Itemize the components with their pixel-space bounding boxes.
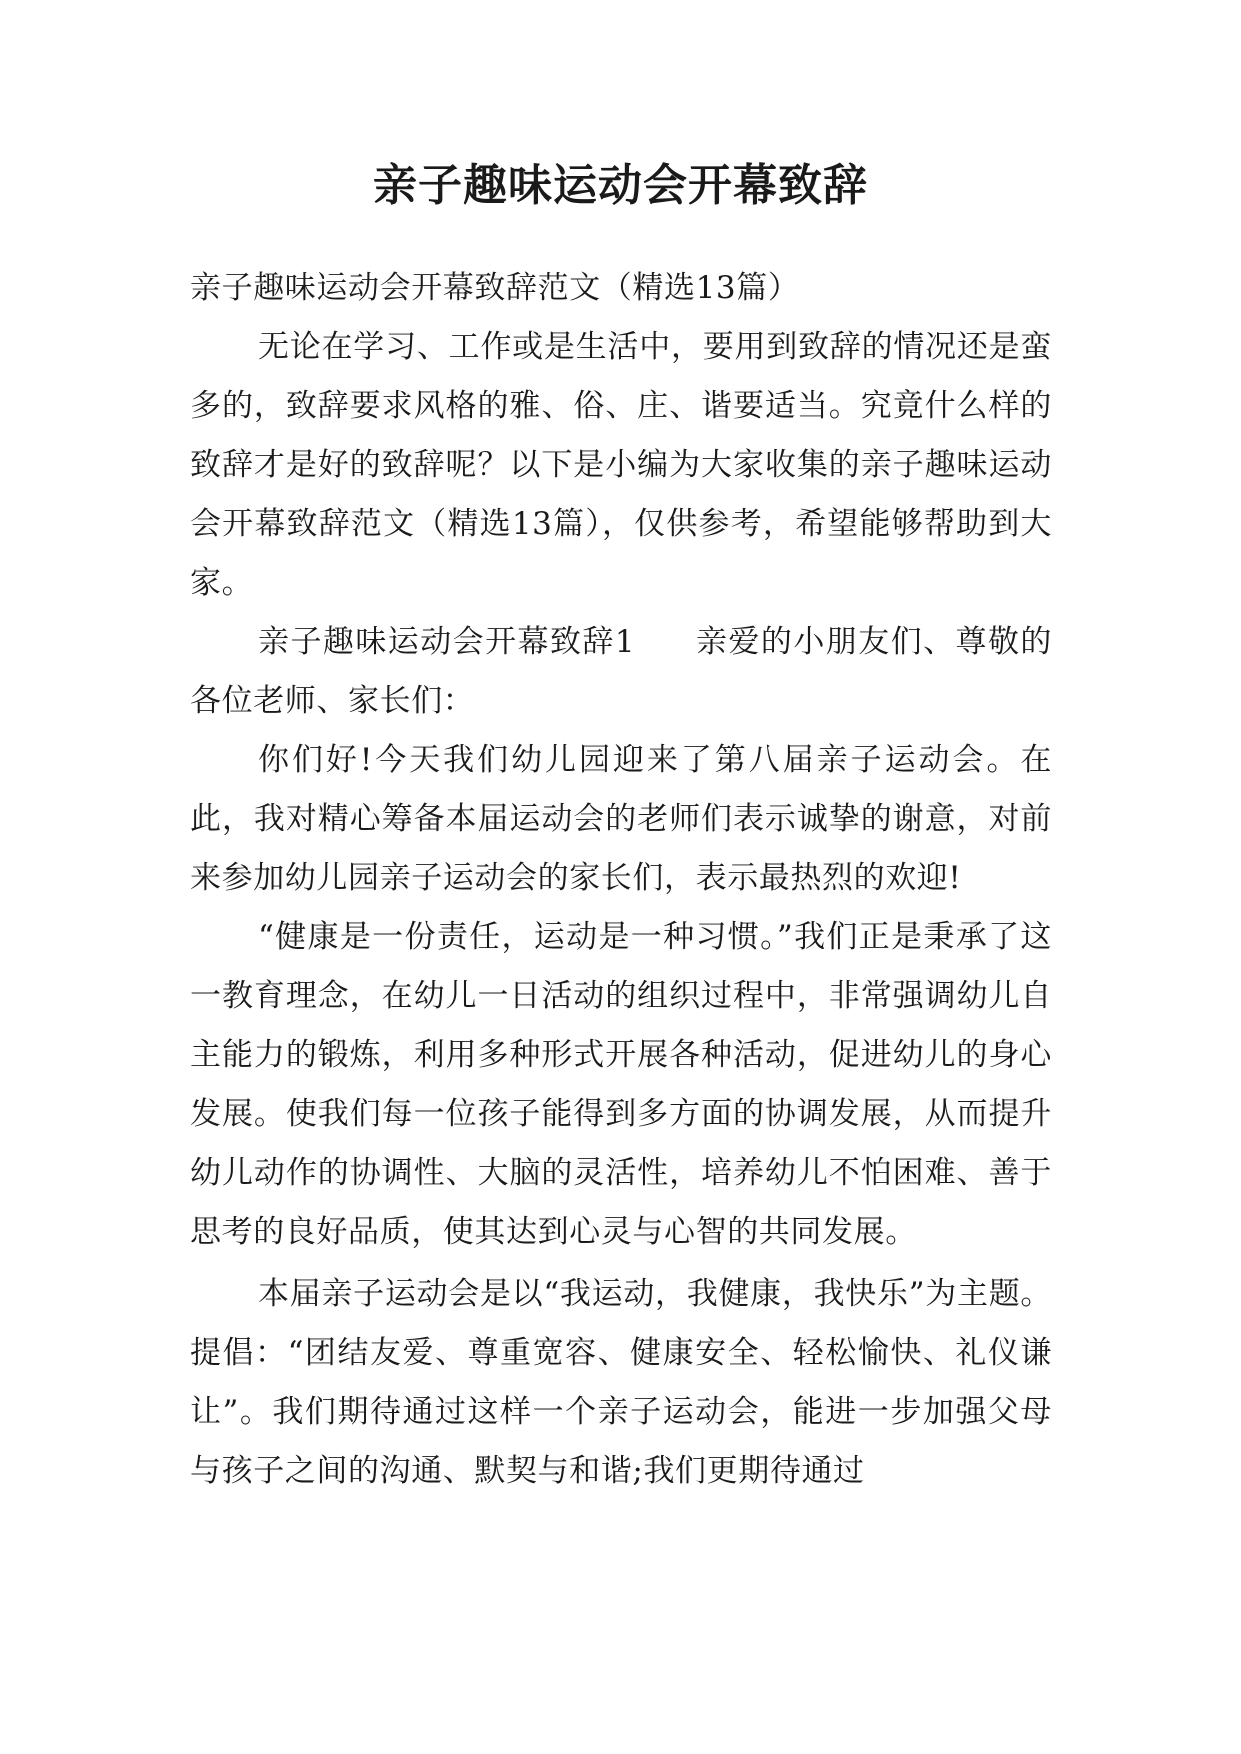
intro-paragraph: 无论在学习、工作或是生活中，要用到致辞的情况还是蛮多的，致辞要求风格的雅、俗、庄、谐要适当。究竟什么样的致辞才是好的致辞呢？以下是小编为大家收集的亲子趣味运动会开幕致辞范文（精选13篇），仅供参考，希望能够帮助到大家。 xyxy=(190,329,1052,601)
document-body xyxy=(190,259,1052,1501)
section-opening xyxy=(190,613,1052,731)
salutation: 亲爱的小朋友们、尊敬的各位老师、家长们： xyxy=(190,624,1052,719)
section-heading: 亲子趣味运动会开幕致辞1 xyxy=(258,624,636,660)
body-paragraph: “健康是一份责任，运动是一种习惯。”我们正是秉承了这一教育理念，在幼儿一日活动的组织过程中，非常强调幼儿自主能力的锻炼，利用多种形式开展各种活动，促进幼儿的身心发展。使我们每一位孩子能得到多方面的协调发展，从而提升幼儿动作的协调性、大脑的灵活性，培养幼儿不怕困难、善于思考的良好品质，使其达到心灵与心智的共同发展。 xyxy=(190,919,1052,1250)
body-paragraph: 本届亲子运动会是以“我运动，我健康，我快乐”为主题。提倡：“团结友爱、尊重宽容、健康安全、轻松愉快、礼仪谦让”。我们期待通过这样一个亲子运动会，能进一步加强父母与孩子之间的沟通、默契与和谐;我们更期待通过 xyxy=(190,1276,1052,1489)
body-paragraph: 你们好!今天我们幼儿园迎来了第八届亲子运动会。在此，我对精心筹备本届运动会的老师们表示诚挚的谢意，对前来参加幼儿园亲子运动会的家长们，表示最热烈的欢迎! xyxy=(190,742,1052,896)
document-subtitle: 亲子趣味运动会开幕致辞范文（精选13篇） xyxy=(190,270,800,306)
document-title: 亲子趣味运动会开幕致辞 xyxy=(373,160,868,211)
